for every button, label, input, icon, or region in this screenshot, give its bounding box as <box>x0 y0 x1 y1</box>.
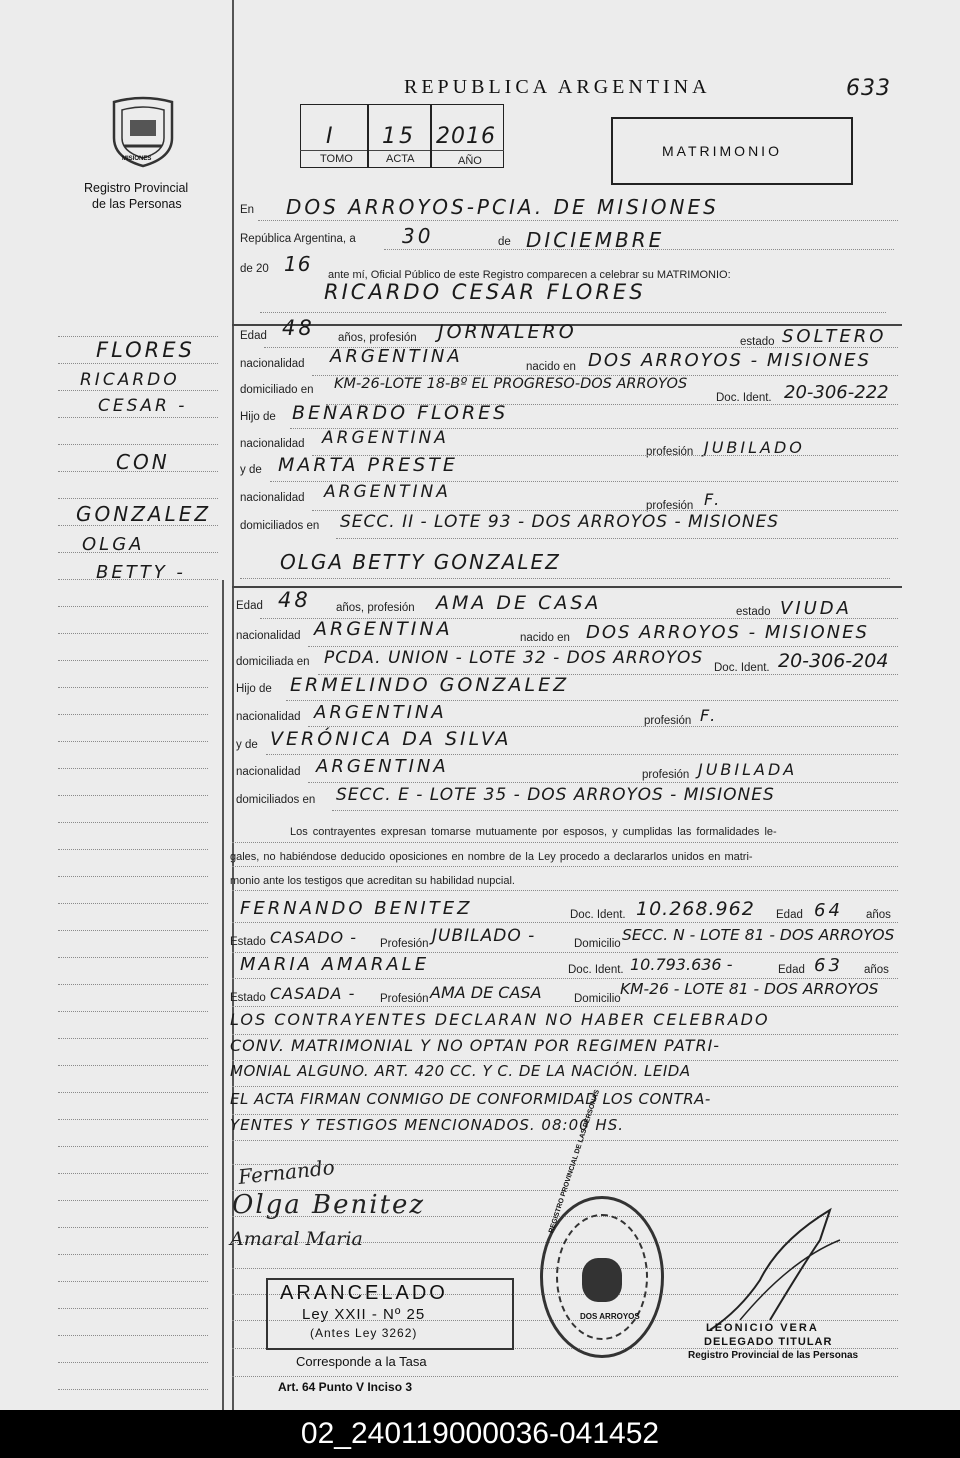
groom-hijo-label: Hijo de <box>240 411 276 423</box>
groom-nacido-label: nacido en <box>526 361 576 373</box>
bride-father-profession: F. <box>700 706 719 725</box>
arancelado-ley: Ley XXII - Nº 25 <box>302 1306 426 1323</box>
margin-dotted-line <box>58 768 208 769</box>
margin-dotted-line <box>58 741 208 742</box>
margin-dotted-line <box>58 363 218 364</box>
margin-dotted-line <box>58 417 218 418</box>
groom-yde-label: y de <box>240 464 262 476</box>
margin-dotted-line <box>58 876 208 877</box>
bride-domiciliados-label: domiciliados en <box>236 794 316 806</box>
margin-dotted-line <box>58 1389 208 1390</box>
seal-circle-text: REGISTRO PROVINCIAL DE LAS PERSONAS <box>548 1088 602 1235</box>
margin-dotted-line <box>58 1200 208 1201</box>
groom-nationality: ARGENTINA <box>330 346 463 367</box>
intro-statement: ante mí, Oficial Público de este Registro comparecen a celebrar su MATRIMONIO: <box>328 269 731 281</box>
groom-nacionalidad-label: nacionalidad <box>240 358 305 370</box>
witness1-edad-label: Edad <box>776 909 803 921</box>
groom-mother-profession: F. <box>704 490 723 509</box>
groom-father-profesion-label: profesión <box>646 446 694 458</box>
witness1-age: 64 <box>814 900 843 921</box>
groom-birthplace: DOS ARROYOS - MISIONES <box>588 350 871 371</box>
inner-margin-line <box>222 580 224 1410</box>
notes-line1: LOS CONTRAYENTES DECLARAN NO HABER CELEBRADO <box>230 1010 770 1029</box>
margin-dotted-line <box>58 1362 208 1363</box>
margin-dotted-line <box>58 606 208 607</box>
declaration-line3: monio ante los testigos que acreditan su habilidad nupcial. <box>230 875 515 887</box>
bride-father: ERMELINDO GONZALEZ <box>290 674 570 696</box>
bride-mother-nationality: ARGENTINA <box>316 756 449 777</box>
margin-dotted-line <box>58 1092 208 1093</box>
scan-code: 02_240119000036-041452 <box>300 1417 660 1450</box>
de-label: de <box>498 236 511 248</box>
margin-dotted-line <box>58 498 218 499</box>
witness2-age: 63 <box>814 955 843 976</box>
bride-mother: VERÓNICA DA SILVA <box>270 728 512 750</box>
acta-value: 15 <box>382 124 416 149</box>
groom-edad-label: Edad <box>240 330 267 342</box>
notes-line2: CONV. MATRIMONIAL Y NO OPTAN POR REGIMEN PATRI- <box>230 1036 721 1055</box>
year-prefix: de 20 <box>240 263 269 275</box>
bride-nationality: ARGENTINA <box>314 618 453 640</box>
bride-hijo-label: Hijo de <box>236 683 272 695</box>
groom-address: KM-26-LOTE 18-Bº EL PROGRESO-DOS ARROYOS <box>334 376 688 392</box>
margin-dotted-line <box>58 1308 208 1309</box>
groom-anos-profesion-label: años, profesión <box>338 332 417 344</box>
declaration-line2: gales, no habiéndose deducido oposiciones en nombre de la Ley procedo a declararlos unidos en matri- <box>230 851 753 863</box>
witness1-domicilio-label: Domicilio <box>574 938 621 950</box>
groom-doc: 20-306-222 <box>784 382 889 403</box>
groom-name: RICARDO CESAR FLORES <box>324 280 646 304</box>
groom-mother: MARTA PRESTE <box>278 454 458 476</box>
groom-father-profession: JUBILADO <box>704 438 805 457</box>
witness1-profesion-label: Profesión <box>380 938 429 950</box>
margin-dotted-line <box>58 390 218 391</box>
bride-estado: VIUDA <box>780 598 852 619</box>
document-title: REPUBLICA ARGENTINA <box>404 76 711 98</box>
bride-parents-address: SECC. E - LOTE 35 - DOS ARROYOS - MISIONES <box>336 785 775 805</box>
witness1-anos-label: años <box>866 909 891 921</box>
bride-nacionalidad-label: nacionalidad <box>236 630 301 642</box>
marriage-day: 30 <box>402 224 434 248</box>
witness2-estado-label: Estado <box>230 992 266 1004</box>
witness2-anos-label: años <box>864 964 889 976</box>
acta-label: ACTA <box>386 153 415 165</box>
witness1-doc-label: Doc. Ident. <box>570 909 626 921</box>
margin-dotted-line <box>58 903 208 904</box>
margin-dotted-line <box>58 1011 208 1012</box>
margin-note-line1: FLORES <box>96 338 195 362</box>
groom-mother-nationality: ARGENTINA <box>324 482 451 502</box>
en-label: En <box>240 204 255 216</box>
tomo-label: TOMO <box>320 153 353 165</box>
officer-office: Registro Provincial de las Personas <box>688 1350 859 1361</box>
groom-father-nationality: ARGENTINA <box>322 428 449 448</box>
groom-parents-address: SECC. II - LOTE 93 - DOS ARROYOS - MISIONES <box>340 512 780 532</box>
bride-mother-profession: JUBILADA <box>698 760 798 779</box>
bride-father-nacionalidad-label: nacionalidad <box>236 711 301 723</box>
margin-dotted-line <box>58 633 208 634</box>
witness1-estado-label: Estado <box>230 936 266 948</box>
seal-inner-text: DOS ARROYOS <box>580 1312 640 1321</box>
seal-emblem <box>582 1258 622 1302</box>
margin-dotted-line <box>58 822 208 823</box>
margin-dotted-line <box>58 984 208 985</box>
signature-2: Olga Benitez <box>232 1190 426 1220</box>
bride-doc: 20-306-204 <box>778 650 889 672</box>
groom-father-nacionalidad-label: nacionalidad <box>240 438 305 450</box>
margin-dotted-line <box>58 849 208 850</box>
bride-birthplace: DOS ARROYOS - MISIONES <box>586 622 869 643</box>
signature-3: Amaral Maria <box>230 1228 363 1250</box>
witness1-doc: 10.268.962 <box>636 898 755 920</box>
witness2-edad-label: Edad <box>778 964 805 976</box>
year-suffix: 16 <box>284 252 312 276</box>
bride-edad-label: Edad <box>236 600 263 612</box>
witness1-address: SECC. N - LOTE 81 - DOS ARROYOS <box>622 926 895 944</box>
bride-domiciliada-label: domiciliada en <box>236 656 310 668</box>
tomo-value: I <box>326 124 336 149</box>
margin-dotted-line <box>58 930 208 931</box>
groom-mother-profesion-label: profesión <box>646 500 694 512</box>
margin-dotted-line <box>58 1146 208 1147</box>
declaration-line1: Los contrayentes expresan tomarse mutuamente por esposos, y cumplidas las formalidades le- <box>290 826 777 838</box>
witness2-profession: AMA DE CASA <box>430 983 542 1002</box>
marriage-month: DICIEMBRE <box>526 228 665 252</box>
groom-profession: JORNALERO <box>438 321 577 343</box>
bride-doc-label: Doc. Ident. <box>714 662 770 674</box>
margin-note-line4: CON <box>116 450 170 474</box>
ano-label: AÑO <box>458 155 482 167</box>
groom-age: 48 <box>282 316 315 340</box>
witness2-doc-label: Doc. Ident. <box>568 964 624 976</box>
margin-dotted-line <box>58 660 208 661</box>
margin-dotted-line <box>58 714 208 715</box>
groom-father: BENARDO FLORES <box>292 402 509 424</box>
margin-dotted-line <box>58 1119 208 1120</box>
groom-mother-nacionalidad-label: nacionalidad <box>240 492 305 504</box>
margin-note-line2: RICARDO <box>80 370 180 390</box>
margin-dotted-line <box>58 336 218 337</box>
notes-line3: MONIAL ALGUNO. ART. 420 CC. Y C. DE LA NACIÓN. LEIDA <box>230 1062 691 1080</box>
groom-doc-label: Doc. Ident. <box>716 392 772 404</box>
witness2-profesion-label: Profesión <box>380 993 429 1005</box>
margin-note-line5: GONZALEZ <box>76 502 212 526</box>
bride-estado-label: estado <box>736 606 771 618</box>
margin-dotted-line <box>58 795 208 796</box>
republica-label: República Argentina, a <box>240 233 356 245</box>
margin-note-line6: OLGA <box>82 534 145 555</box>
arancelado-corresponde: Corresponde a la Tasa <box>296 1354 427 1369</box>
notes-line5: YENTES Y TESTIGOS MENCIONADOS. 08:00 HS. <box>230 1116 624 1134</box>
bride-father-nationality: ARGENTINA <box>314 702 447 723</box>
groom-estado-label: estado <box>740 336 775 348</box>
bride-address: PCDA. UNION - LOTE 32 - DOS ARROYOS <box>324 648 704 668</box>
margin-dotted-line <box>58 1173 208 1174</box>
groom-domiciliados-label: domiciliados en <box>240 520 320 532</box>
arancelado-art: Art. 64 Punto V Inciso 3 <box>278 1380 413 1394</box>
bride-mother-nacionalidad-label: nacionalidad <box>236 766 301 778</box>
seal-bottom-text: MISIONES <box>122 156 152 162</box>
act-type: MATRIMONIO <box>662 143 782 159</box>
page-number: 633 <box>846 76 891 101</box>
notes-line4: EL ACTA FIRMAN CONMIGO DE CONFORMIDAD LOS CONTRA- <box>230 1090 711 1108</box>
margin-dotted-line <box>58 1227 208 1228</box>
bride-age: 48 <box>278 588 311 612</box>
witness2-domicilio-label: Domicilio <box>574 993 621 1005</box>
signature-1: Fernando <box>237 1155 336 1189</box>
officer-name: LEONICIO VERA <box>706 1322 819 1334</box>
margin-dotted-line <box>58 1254 208 1255</box>
margin-dotted-line <box>58 957 208 958</box>
registry-name-line1: Registro Provincial <box>84 181 189 195</box>
bride-mother-profesion-label: profesión <box>642 769 690 781</box>
bride-anos-profesion-label: años, profesión <box>336 602 415 614</box>
groom-domiciliado-label: domiciliado en <box>240 384 314 396</box>
ano-value: 2016 <box>436 124 496 149</box>
margin-note-line7: BETTY - <box>96 562 186 583</box>
witness1-estado: CASADO - <box>270 928 357 947</box>
scan-identifier-bar <box>0 1410 960 1458</box>
margin-dotted-line <box>58 444 218 445</box>
groom-estado: SOLTERO <box>782 326 887 347</box>
witness1-profession: JUBILADO - <box>432 926 536 946</box>
witness2-doc: 10.793.636 - <box>630 955 733 974</box>
margin-dotted-line <box>58 687 208 688</box>
witness2-address: KM-26 - LOTE 81 - DOS ARROYOS <box>620 980 879 998</box>
registry-name-line2: de las Personas <box>92 197 182 211</box>
bride-profession: AMA DE CASA <box>436 592 602 614</box>
officer-title: DELEGADO TITULAR <box>704 1336 833 1348</box>
witness2-name: MARIA AMARALE <box>240 954 430 975</box>
margin-dotted-line <box>58 1335 208 1336</box>
arancelado-title: ARANCELADO <box>280 1282 448 1304</box>
bride-name: OLGA BETTY GONZALEZ <box>280 550 561 574</box>
margin-dotted-line <box>58 1281 208 1282</box>
bride-yde-label: y de <box>236 739 258 751</box>
margin-note-line3: CESAR - <box>98 396 188 416</box>
witness2-estado: CASADA - <box>270 984 356 1003</box>
witness1-name: FERNANDO BENITEZ <box>240 898 473 919</box>
margin-dotted-line <box>58 1065 208 1066</box>
margin-dotted-line <box>58 1038 208 1039</box>
bride-father-profesion-label: profesión <box>644 715 692 727</box>
bride-nacido-label: nacido en <box>520 632 570 644</box>
marriage-place: DOS ARROYOS-PCIA. DE MISIONES <box>286 195 719 219</box>
arancelado-antes: (Antes Ley 3262) <box>310 1326 418 1340</box>
